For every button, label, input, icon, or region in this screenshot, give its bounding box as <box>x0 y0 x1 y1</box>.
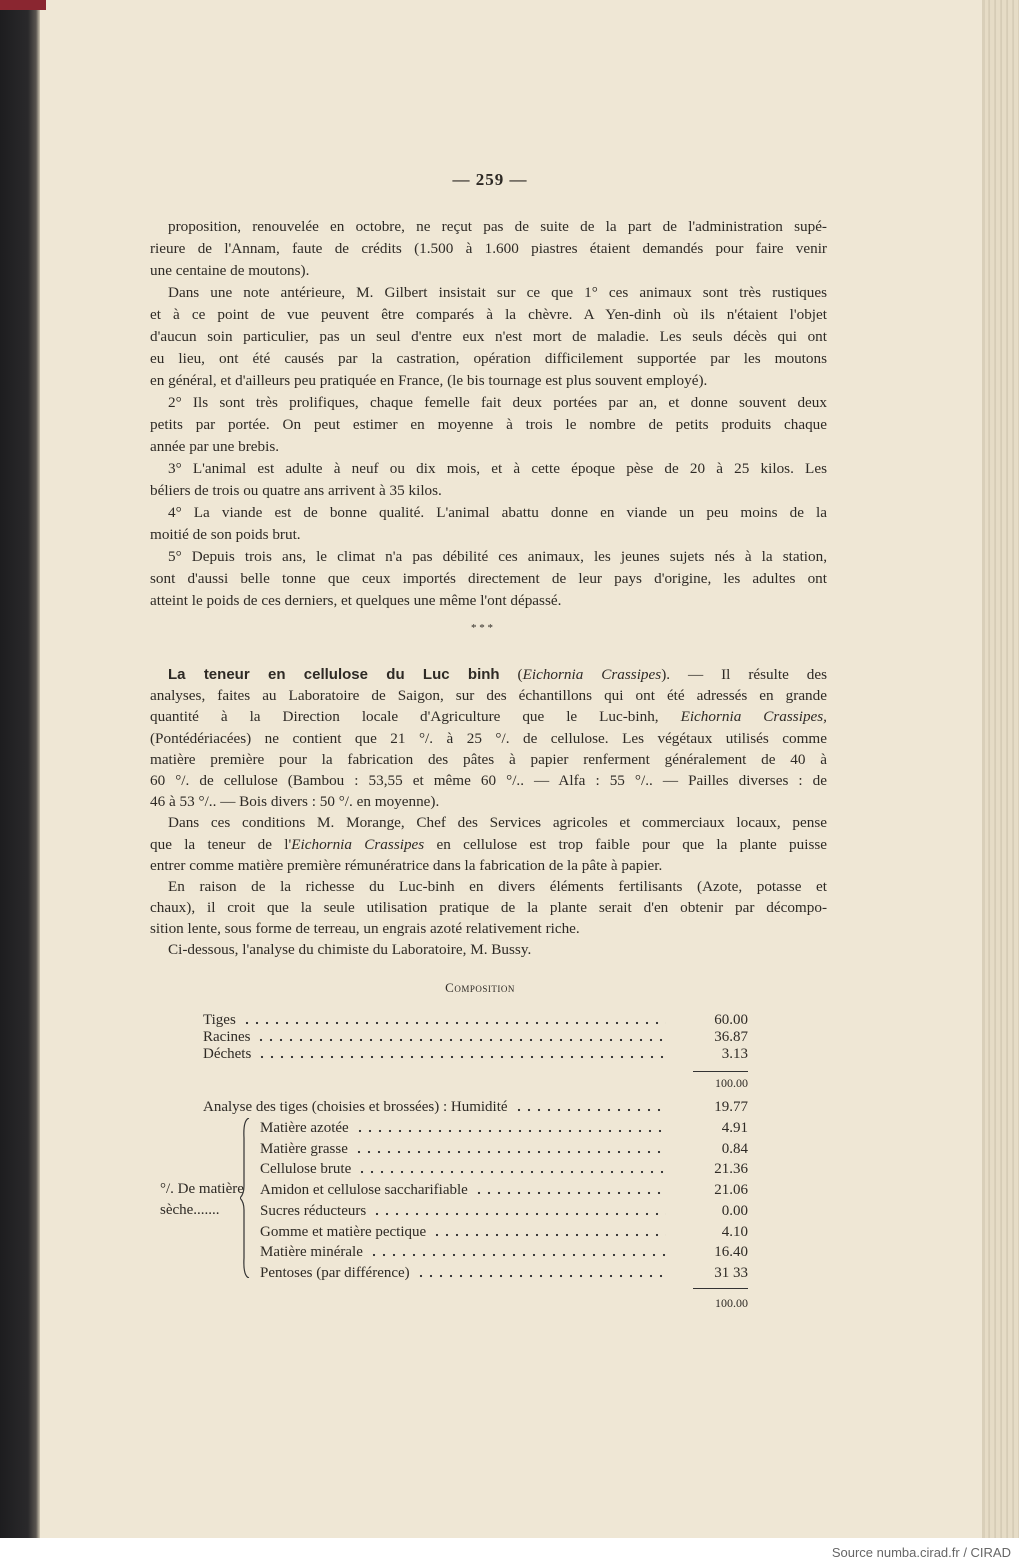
row-label: Gomme et matière pectique <box>260 1223 427 1240</box>
dot-leader <box>256 1038 666 1042</box>
text-line: 2° Ils sont très prolifiques, chaque femelle fait deux portées par an, et donne souvent deux <box>168 394 827 411</box>
text-line <box>150 939 827 960</box>
dry-matter-row <box>260 1118 672 1138</box>
dot-leader <box>257 1055 666 1059</box>
text-line: moitié de son poids brut. <box>150 526 301 543</box>
row-value: 19.77 <box>714 1099 748 1115</box>
section-separator: * * * <box>471 622 493 634</box>
total-rule <box>693 1288 748 1289</box>
dot-leader <box>372 1212 666 1216</box>
dot-leader <box>354 1150 666 1154</box>
text-line <box>150 664 827 685</box>
page-number: — 259 — <box>452 170 528 189</box>
text-line <box>150 897 827 918</box>
row-label: Cellulose brute <box>260 1161 352 1178</box>
row-value: 21.06 <box>714 1182 748 1199</box>
section-heading: La teneur en cellulose du Luc binh <box>168 666 500 683</box>
dry-matter-row <box>260 1180 672 1200</box>
row-value: 60.00 <box>714 1012 748 1028</box>
text-line <box>150 706 827 727</box>
row-label: Analyse des tiges (choisies et brossées) : Humidité <box>203 1099 508 1115</box>
row-value: 0.00 <box>721 1202 748 1219</box>
text-line: béliers de trois ou quatre ans arrivent à 35 kilos. <box>150 482 442 499</box>
composition-title: Composition <box>445 980 515 995</box>
text-segment: (Pontédériacées) ne contient que 21 °/. à 25 °/. de cellulose. Les végétaux utilisés comme <box>150 729 827 747</box>
text-line: en général, et d'ailleurs peu pratiquée en France, (le bis tournage est plus souvent employé). <box>150 372 708 389</box>
text-line: rieure de l'Annam, faute de crédits (1.500 à 1.600 piastres étaient demandés pour faire venir <box>150 240 827 257</box>
row-value: 3.13 <box>721 1046 748 1062</box>
dry-matter-row <box>260 1139 672 1159</box>
dry-matter-row <box>260 1222 672 1242</box>
text-line <box>150 685 827 706</box>
text-line <box>150 876 827 897</box>
italic-species-name: Eichornia Crassipes <box>291 835 425 853</box>
text-line: petits par portée. On peut estimer en moyenne à trois le nombre de petits produits chaque <box>150 416 827 433</box>
row-label: Pentoses (par différence) <box>260 1264 410 1281</box>
text-line: et à ce point de vue peuvent être comparés à la chèvre. A Yen-dinh où ils n'étaient l'objet <box>150 306 827 323</box>
stacked-page-edges <box>985 0 1019 1538</box>
text-line: sont d'aussi belle tonne que ceux importés directement de leur pays d'origine, les adultes ont <box>150 570 827 587</box>
section-cellulose <box>150 664 827 961</box>
row-value: 0.84 <box>721 1140 748 1157</box>
row-value: 4.10 <box>721 1223 748 1240</box>
text-segment: Dans ces conditions M. Morange, Chef des Services agricoles et commerciaux locaux, pense <box>168 814 827 832</box>
row-label: Déchets <box>203 1046 252 1062</box>
text-segment: ). — Il résulte des <box>661 666 827 683</box>
row-label: Tiges <box>203 1012 236 1028</box>
italic-species-name: Eichornia Crassipes <box>522 666 662 683</box>
dot-leader <box>357 1170 666 1174</box>
text-line: une centaine de moutons). <box>150 262 310 279</box>
row-value: 16.40 <box>714 1244 748 1261</box>
text-line: proposition, renouvelée en octobre, ne reçut pas de suite de la part de l'administration supé- <box>168 218 827 235</box>
text-line <box>150 812 827 833</box>
text-line <box>150 855 827 876</box>
text-line: 5° Depuis trois ans, le climat n'a pas débilité ces animaux, les jeunes sujets nés à la station, <box>168 548 827 565</box>
dot-leader <box>432 1233 666 1237</box>
text-line: année par une brebis. <box>150 438 280 455</box>
dry-matter-label-cont: sèche....... <box>160 1202 220 1218</box>
row-label: Racines <box>203 1029 251 1045</box>
row-value: 31 33 <box>714 1264 748 1281</box>
text-segment: 46 à 53 °/.. — Bois divers : 50 °/. en moyenne). <box>150 793 440 811</box>
italic-species-name: Eichornia Crassipes, <box>680 708 827 726</box>
text-segment: sition lente, sous forme de terreau, un engrais azoté relativement riche. <box>150 920 580 938</box>
text-segment: quantité à la Direction locale d'Agriculture que le Luc-binh, <box>150 708 681 726</box>
dot-leader <box>416 1274 666 1278</box>
parts-total: 100.00 <box>715 1076 748 1090</box>
dot-leader <box>242 1021 666 1025</box>
row-label: Matière azotée <box>260 1120 349 1136</box>
text-line <box>150 770 827 791</box>
source-footer <box>0 1538 1019 1566</box>
row-label: Amidon et cellulose saccharifiable <box>260 1182 468 1199</box>
text-segment: analyses, faites au Laboratoire de Saigon, sur des échantillons qui ont été adressés en grande <box>150 687 827 705</box>
dot-leader <box>474 1191 666 1195</box>
composition-row <box>203 1044 672 1064</box>
dot-leader <box>514 1108 666 1112</box>
text-segment: Ci-dessous, l'analyse du chimiste du Laboratoire, M. Bussy. <box>168 941 532 959</box>
text-segment: ( <box>499 666 523 683</box>
row-label: Sucres réducteurs <box>260 1202 367 1219</box>
text-segment: entrer comme matière première rémunératrice dans la fabrication de la pâte à papier. <box>150 856 663 874</box>
text-segment: matière première pour la fabrication des pâtes à papier renferment généralement de 40 à <box>150 750 827 768</box>
row-value: 36.87 <box>714 1029 748 1045</box>
text-segment: 60 °/. de cellulose (Bambou : 53,55 et même 60 °/.. — Alfa : 55 °/.. — Pailles diverses : de <box>150 771 827 789</box>
text-line <box>150 728 827 749</box>
text-segment: que la teneur de l' <box>150 835 292 853</box>
row-label: Matière minérale <box>260 1244 363 1261</box>
row-value: 4.91 <box>721 1120 748 1136</box>
text-segment: chaux), il croit que la seule utilisation pratique de la plante serait d'en obtenir par décompo- <box>150 899 827 917</box>
dry-total: 100.00 <box>715 1296 748 1310</box>
text-line <box>150 749 827 770</box>
text-line: atteint le poids de ces derniers, et quelques une même l'ont dépassé. <box>150 592 562 609</box>
dry-matter-label: °/. De matière <box>160 1181 244 1197</box>
binding-ribbon <box>0 0 46 10</box>
source-credit: Source numba.cirad.fr / CIRAD <box>831 1545 1011 1560</box>
dry-matter-row <box>260 1159 672 1179</box>
text-segment: en cellulose est trop faible pour que la plante puisse <box>424 835 827 853</box>
dry-matter-row <box>260 1201 672 1221</box>
book-spine-edge <box>0 0 40 1538</box>
text-line: 3° L'animal est adulte à neuf ou dix mois, et à cette époque pèse de 20 à 25 kilos. Les <box>168 460 827 477</box>
text-line <box>150 918 827 939</box>
text-line: 4° La viande est de bonne qualité. L'animal abattu donne en viande un peu moins de la <box>168 504 827 521</box>
total-rule <box>693 1071 748 1072</box>
text-line: eu lieu, ont été causés par la castration, opération difficilement supportée par les moutons <box>150 350 827 367</box>
text-line: Dans une note antérieure, M. Gilbert insistait sur ce que 1° ces animaux sont très rustiques <box>168 284 827 301</box>
dot-leader <box>369 1253 666 1257</box>
text-segment: En raison de la richesse du Luc-binh en divers éléments fertilisants (Azote, potasse et <box>168 877 827 895</box>
row-label: Matière grasse <box>260 1140 348 1157</box>
body-text-top <box>150 216 827 612</box>
text-line <box>150 834 827 855</box>
dry-matter-row <box>260 1242 672 1262</box>
row-value: 21.36 <box>714 1161 748 1178</box>
curly-brace <box>240 1118 250 1278</box>
dot-leader <box>355 1129 666 1133</box>
dry-matter-row <box>260 1263 672 1283</box>
text-line: d'aucun soin particulier, pas un seul d'entre eux n'est mort de maladie. Les seuls décès qui ont <box>150 328 827 345</box>
humidity-row <box>203 1097 672 1117</box>
text-line <box>150 791 827 812</box>
